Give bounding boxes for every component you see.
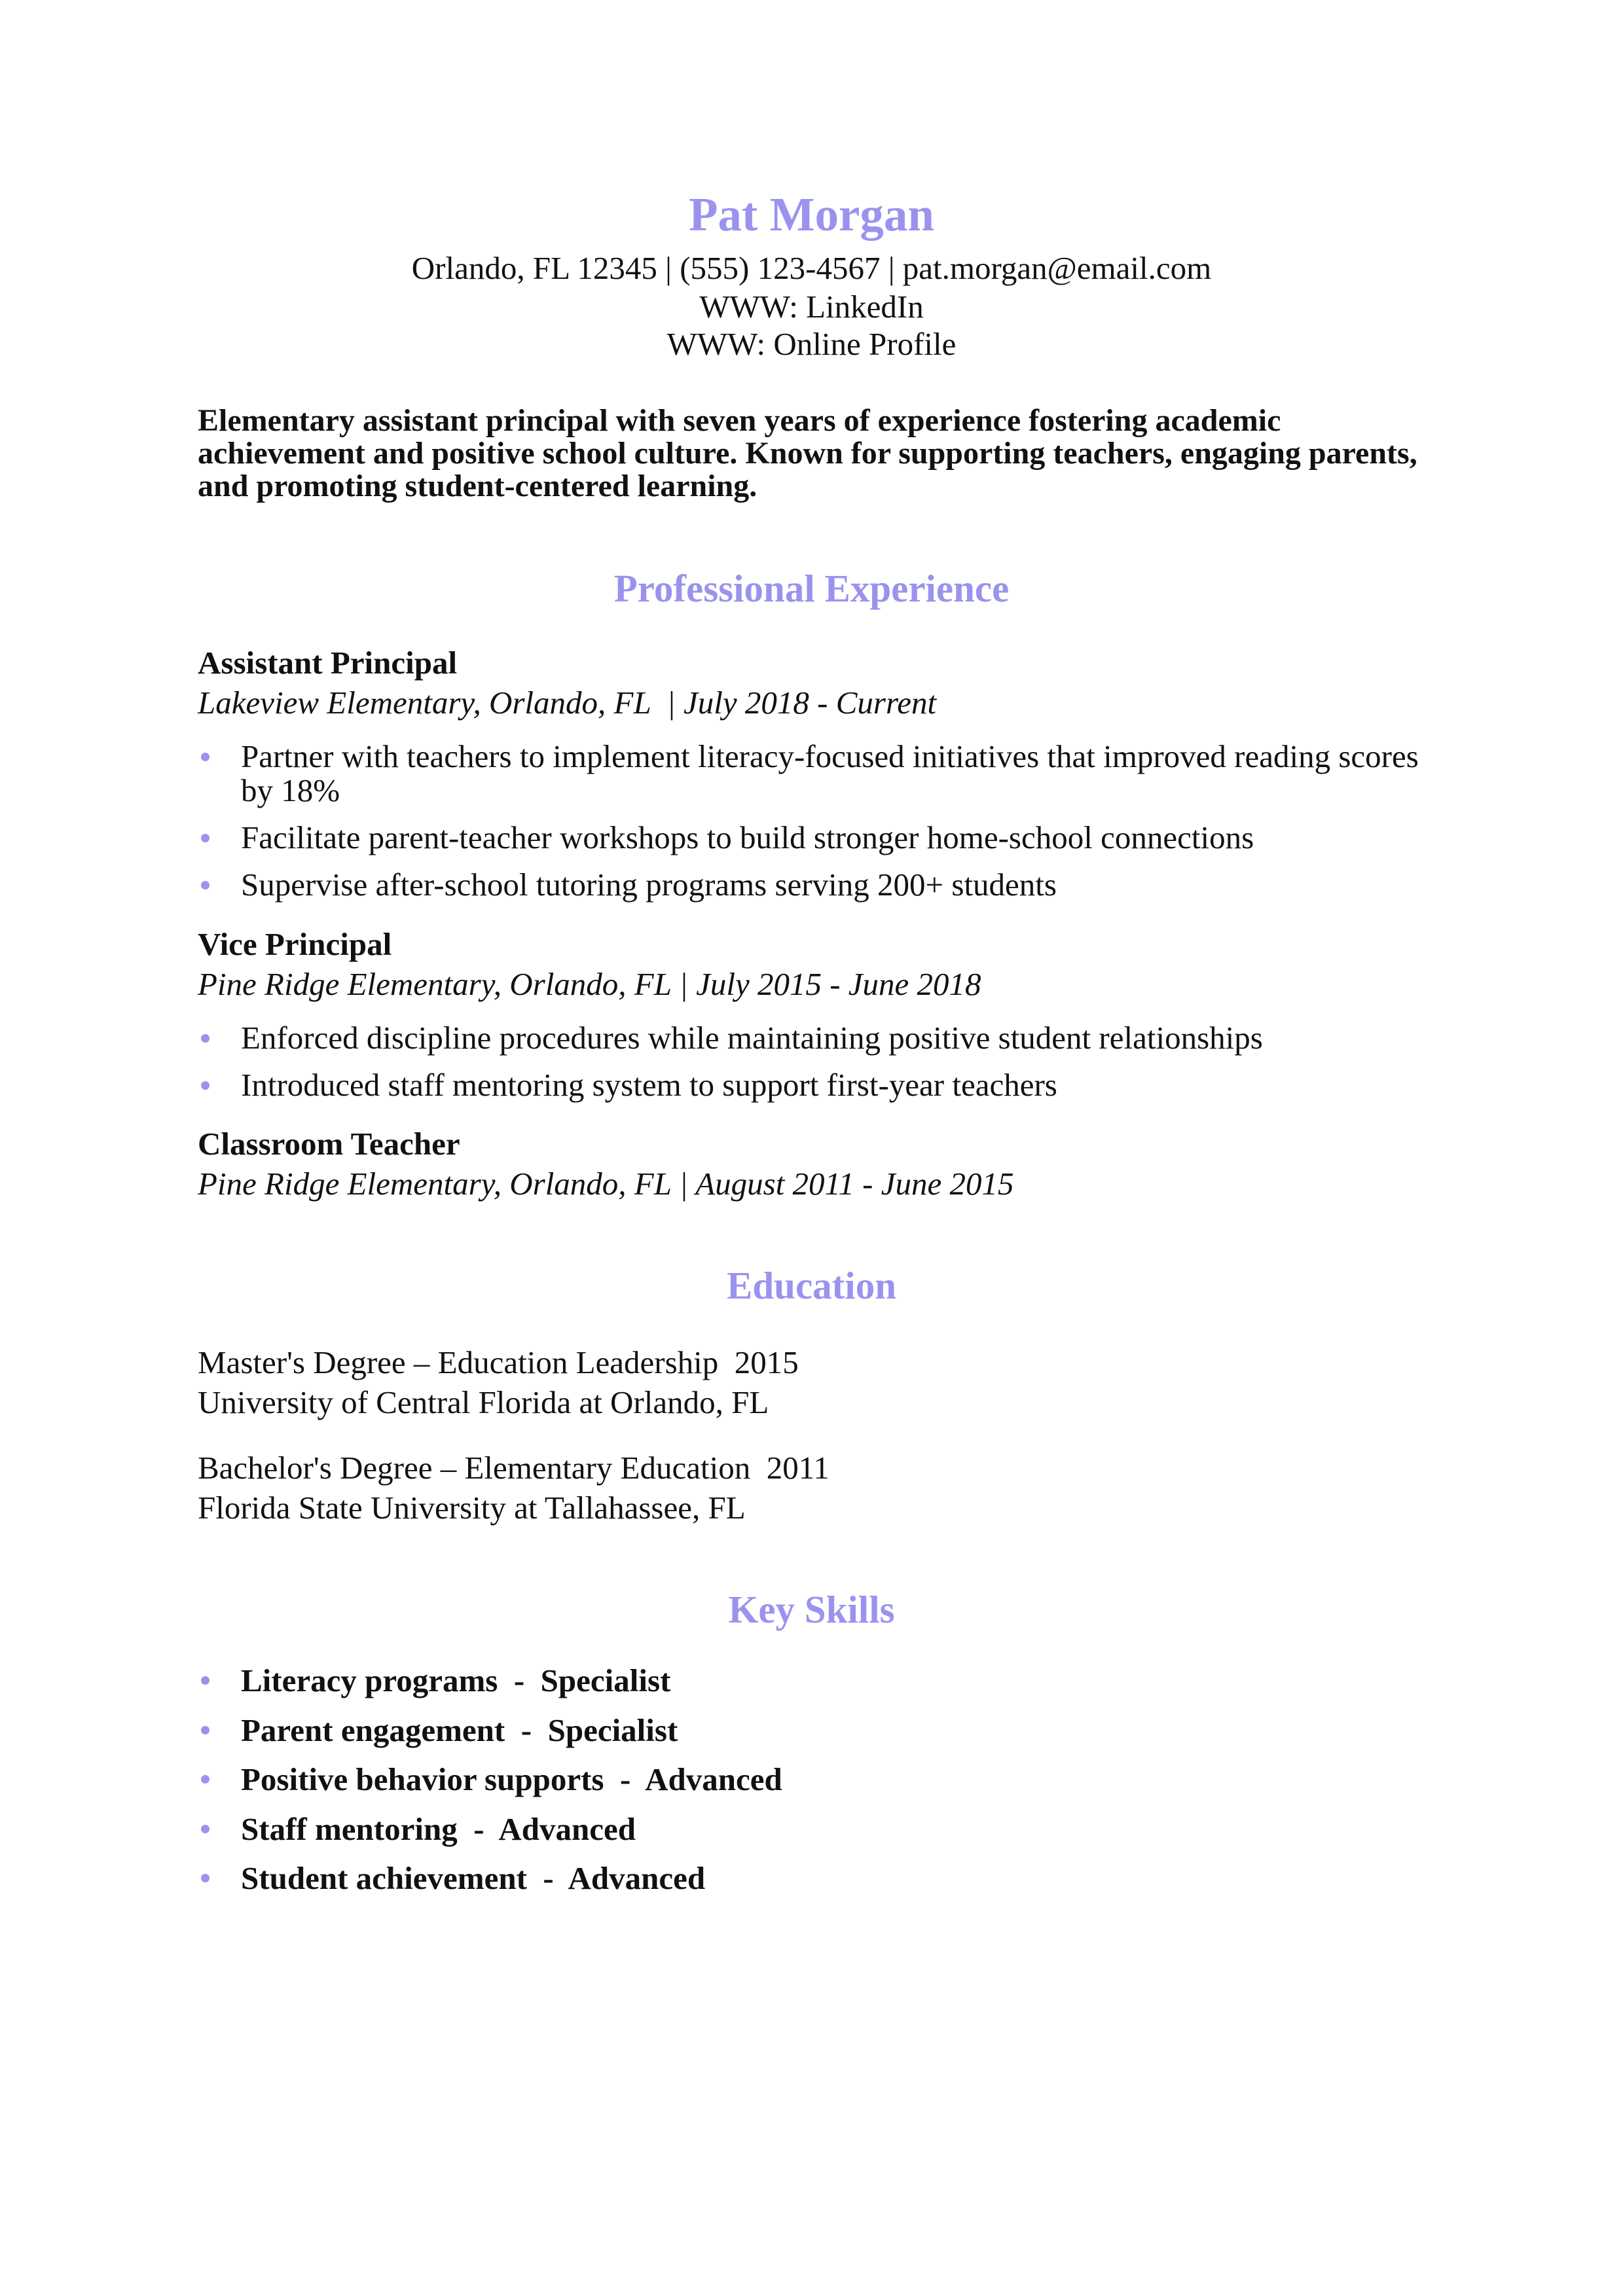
skill-text: Literacy programs - Specialist <box>241 1662 671 1698</box>
candidate-name: Pat Morgan <box>688 188 935 241</box>
education-school: University of Central Florida at Orlando, FL <box>198 1384 769 1420</box>
skill-item <box>198 1661 1422 1711</box>
skill-item <box>198 1760 1422 1810</box>
bullet-icon <box>201 1676 210 1685</box>
skills-list <box>198 1661 1422 1909</box>
bullet-icon <box>201 1081 210 1090</box>
job-bullet-text: Enforced discipline procedures while maintaining positive student relationships <box>241 1020 1263 1056</box>
skill-item <box>198 1711 1422 1761</box>
bullet-icon <box>201 1874 210 1882</box>
bullet-icon <box>201 1775 210 1784</box>
job-employer-dates: Pine Ridge Elementary, Orlando, FL | July 2015 - June 2018 <box>198 966 981 1002</box>
job-bullet <box>198 821 1422 855</box>
section-title-skills: Key Skills <box>728 1588 895 1631</box>
job-employer-dates: Lakeview Elementary, Orlando, FL | July 2018 - Current <box>198 685 937 721</box>
professional-summary: Elementary assistant principal with seven years of experience fostering academic achievement and positive school culture. Known for supporting teachers, engaging parents, and promoting student-centered learning. <box>198 403 1417 503</box>
job-bullet <box>198 868 1422 902</box>
job-bullet-list <box>198 1021 1422 1102</box>
job-bullet <box>198 1021 1422 1055</box>
job-bullet-text: Introduced staff mentoring system to support first-year teachers <box>241 1067 1057 1103</box>
job-title: Assistant Principal <box>198 645 458 681</box>
skill-text: Positive behavior supports - Advanced <box>241 1761 782 1797</box>
bullet-icon <box>201 1034 210 1043</box>
skill-text: Staff mentoring - Advanced <box>241 1810 636 1847</box>
contact-line: Orlando, FL 12345 | (555) 123-4567 | pat.morgan@email.com <box>411 250 1212 286</box>
section-title-education: Education <box>726 1264 897 1307</box>
job-bullet-text: Supervise after-school tutoring programs serving 200+ students <box>241 867 1057 903</box>
online-profile-link[interactable]: WWW: Online Profile <box>666 326 957 362</box>
job-title: Classroom Teacher <box>198 1126 460 1162</box>
job-bullet-text: Facilitate parent-teacher workshops to build stronger home-school connections <box>241 819 1254 855</box>
bullet-icon <box>201 834 210 842</box>
job-bullet <box>198 740 1422 808</box>
education-degree: Master's Degree – Education Leadership 2015 <box>198 1344 799 1380</box>
education-degree: Bachelor's Degree – Elementary Education 2011 <box>198 1450 830 1486</box>
bullet-icon <box>201 753 210 761</box>
skill-text: Student achievement - Advanced <box>241 1860 706 1896</box>
job-title: Vice Principal <box>198 926 392 962</box>
bullet-icon <box>201 881 210 889</box>
bullet-icon <box>201 1825 210 1833</box>
section-title-experience: Professional Experience <box>613 567 1010 610</box>
job-bullet-list <box>198 740 1422 902</box>
skill-item <box>198 1810 1422 1859</box>
job-bullet <box>198 1068 1422 1102</box>
bullet-icon <box>201 1726 210 1734</box>
job-employer-dates: Pine Ridge Elementary, Orlando, FL | August 2011 - June 2015 <box>198 1166 1014 1202</box>
skill-item <box>198 1859 1422 1909</box>
linkedin-link[interactable]: WWW: LinkedIn <box>699 289 924 325</box>
job-bullet-text: Partner with teachers to implement literacy-focused initiatives that improved reading scores by 18% <box>241 738 1419 808</box>
education-school: Florida State University at Tallahassee, FL <box>198 1490 746 1526</box>
skill-text: Parent engagement - Specialist <box>241 1712 678 1748</box>
